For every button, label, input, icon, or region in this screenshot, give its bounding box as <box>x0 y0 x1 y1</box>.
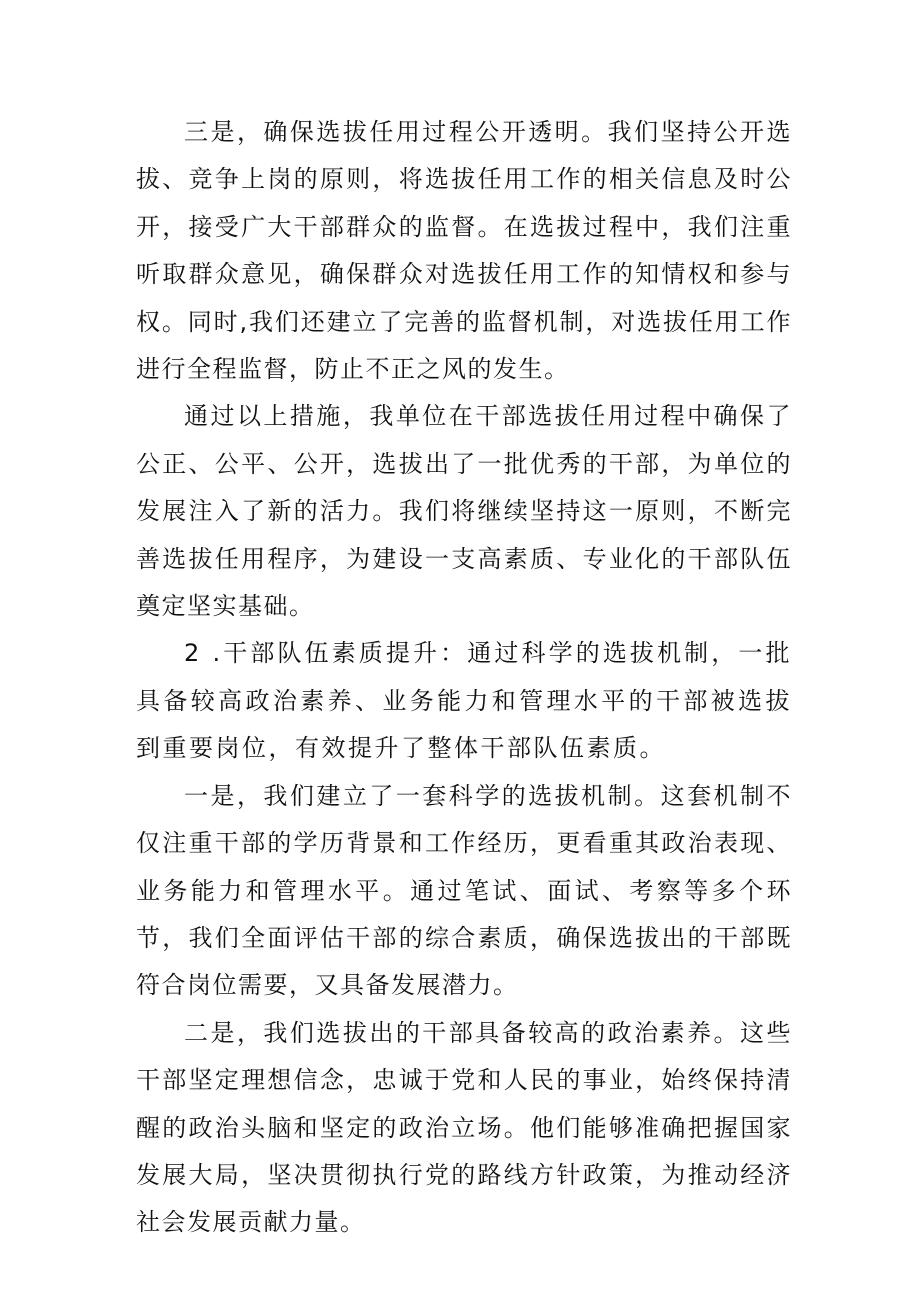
paragraph-measures-summary: 通过以上措施，我单位在干部选拔任用过程中确保了公正、公平、公开，选拔出了一批优秀的干部，为单位的发展注入了新的活力。我们将继续坚持这一原则，不断完善选拔任用程序，为建设一支高素质、专业化的干部队伍奠定坚实基础。 <box>136 402 792 621</box>
paragraph-cadre-quality-heading: 2 .干部队伍素质提升：通过科学的选拔机制，一批具备较高政治素养、业务能力和管理水平的干部被选拔到重要岗位，有效提升了整体干部队伍素质。 <box>136 639 792 763</box>
paragraph-selection-transparency: 三是，确保选拔任用过程公开透明。我们坚持公开选拔、竞争上岗的原则，将选拔任用工作的相关信息及时公开，接受广大干部群众的监督。在选拔过程中，我们注重听取群众意见，确保群众对选拔任用工作的知情权和参与权。同时,我们还建立了完善的监督机制，对选拔任用工作进行全程监督，防止不正之风的发生。 <box>136 118 792 384</box>
paragraph-political-quality: 二是，我们选拔出的干部具备较高的政治素养。这些干部坚定理想信念，忠诚于党和人民的事业，始终保持清醒的政治头脑和坚定的政治立场。他们能够准确把握国家发展大局，坚决贯彻执行党的路线方针政策，为推动经济社会发展贡献力量。 <box>136 1018 792 1237</box>
paragraph-selection-mechanism: 一是，我们建立了一套科学的选拔机制。这套机制不仅注重干部的学历背景和工作经历，更看重其政治表现、业务能力和管理水平。通过笔试、面试、考察等多个环节，我们全面评估干部的综合素质，确保选拔出的干部既符合岗位需要，又具备发展潜力。 <box>136 781 792 1000</box>
document-body <box>136 109 792 1247</box>
